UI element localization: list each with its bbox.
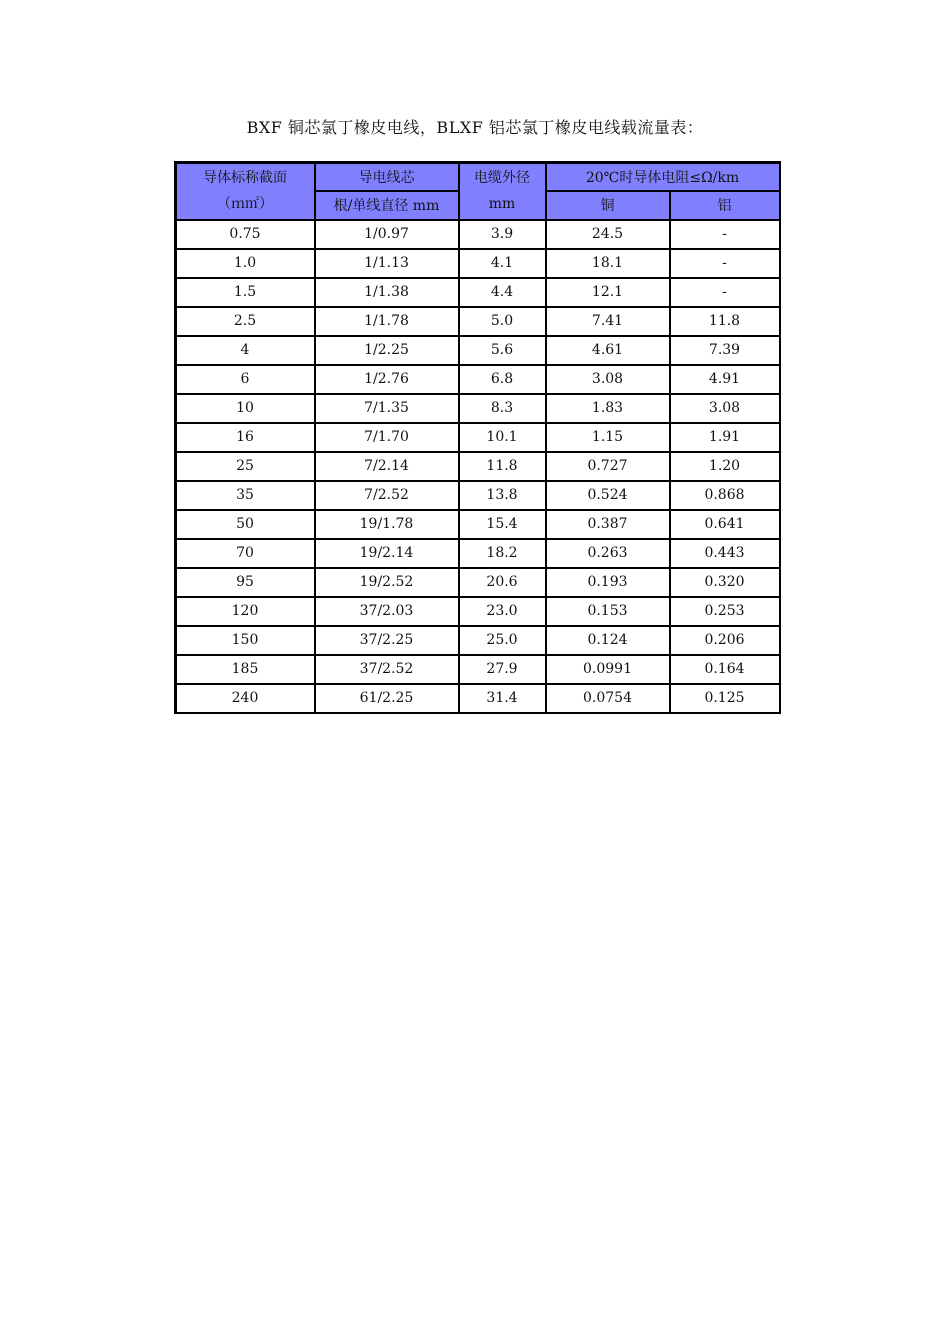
cell-strand-diameter: 7/2.14 — [315, 452, 459, 481]
cell-nominal-section: 6 — [176, 365, 315, 394]
cell-copper-resistance: 18.1 — [546, 249, 670, 278]
header-conductor-core: 导电线芯 — [315, 163, 459, 191]
cell-cable-diameter: 31.4 — [459, 684, 546, 712]
cell-nominal-section: 16 — [176, 423, 315, 452]
table-row — [176, 626, 779, 655]
cell-nominal-section: 25 — [176, 452, 315, 481]
cell-copper-resistance: 0.0991 — [546, 655, 670, 684]
cell-strand-diameter: 7/1.35 — [315, 394, 459, 423]
cell-aluminum-resistance: 1.20 — [670, 452, 779, 481]
cell-copper-resistance: 4.61 — [546, 336, 670, 365]
table-row — [176, 539, 779, 568]
table-row — [176, 365, 779, 394]
cell-copper-resistance: 0.124 — [546, 626, 670, 655]
table-row — [176, 510, 779, 539]
header-cable-diameter — [459, 163, 546, 220]
header-cable-diameter-label: 电缆外径 — [474, 170, 530, 186]
cell-strand-diameter: 37/2.03 — [315, 597, 459, 626]
cell-strand-diameter: 37/2.52 — [315, 655, 459, 684]
header-aluminum: 铝 — [670, 191, 779, 220]
cell-aluminum-resistance: 0.164 — [670, 655, 779, 684]
table-body — [176, 163, 779, 712]
cell-cable-diameter: 8.3 — [459, 394, 546, 423]
cell-cable-diameter: 4.4 — [459, 278, 546, 307]
cell-strand-diameter: 1/1.78 — [315, 307, 459, 336]
cell-strand-diameter: 1/1.38 — [315, 278, 459, 307]
table-row — [176, 336, 779, 365]
cell-aluminum-resistance: 1.91 — [670, 423, 779, 452]
cell-copper-resistance: 0.727 — [546, 452, 670, 481]
cell-nominal-section: 0.75 — [176, 220, 315, 249]
document-title: BXF 铜芯氯丁橡皮电线，BLXF 铝芯氯丁橡皮电线载流量表： — [246, 118, 704, 137]
cell-aluminum-resistance: 0.125 — [670, 684, 779, 712]
cell-aluminum-resistance: 4.91 — [670, 365, 779, 394]
cell-aluminum-resistance: - — [670, 220, 779, 249]
cell-copper-resistance: 1.83 — [546, 394, 670, 423]
cell-strand-diameter: 1/2.76 — [315, 365, 459, 394]
cell-copper-resistance: 0.153 — [546, 597, 670, 626]
cell-nominal-section: 150 — [176, 626, 315, 655]
cell-copper-resistance: 0.263 — [546, 539, 670, 568]
cell-strand-diameter: 37/2.25 — [315, 626, 459, 655]
cell-copper-resistance: 0.0754 — [546, 684, 670, 712]
header-strand-diameter: 根/单线直径 mm — [315, 191, 459, 220]
cell-cable-diameter: 11.8 — [459, 452, 546, 481]
table-row — [176, 452, 779, 481]
cell-nominal-section: 95 — [176, 568, 315, 597]
cell-copper-resistance: 7.41 — [546, 307, 670, 336]
cell-cable-diameter: 3.9 — [459, 220, 546, 249]
cell-aluminum-resistance: 0.253 — [670, 597, 779, 626]
cell-nominal-section: 10 — [176, 394, 315, 423]
header-resistance: 20℃时导体电阻≤Ω/km — [546, 163, 779, 191]
table-row — [176, 684, 779, 712]
cell-aluminum-resistance: 0.206 — [670, 626, 779, 655]
cell-cable-diameter: 15.4 — [459, 510, 546, 539]
cell-cable-diameter: 18.2 — [459, 539, 546, 568]
cell-aluminum-resistance: - — [670, 278, 779, 307]
cell-nominal-section: 4 — [176, 336, 315, 365]
cell-aluminum-resistance: 3.08 — [670, 394, 779, 423]
cell-strand-diameter: 61/2.25 — [315, 684, 459, 712]
cell-copper-resistance: 3.08 — [546, 365, 670, 394]
cell-cable-diameter: 6.8 — [459, 365, 546, 394]
cell-copper-resistance: 24.5 — [546, 220, 670, 249]
cell-copper-resistance: 1.15 — [546, 423, 670, 452]
cell-strand-diameter: 19/2.52 — [315, 568, 459, 597]
table-row — [176, 249, 779, 278]
cell-aluminum-resistance: 0.868 — [670, 481, 779, 510]
cell-cable-diameter: 20.6 — [459, 568, 546, 597]
header-nominal-section-label: 导体标称截面 — [203, 170, 287, 186]
cell-copper-resistance: 12.1 — [546, 278, 670, 307]
header-cable-diameter-unit: mm — [488, 196, 516, 212]
cell-nominal-section: 50 — [176, 510, 315, 539]
cell-cable-diameter: 23.0 — [459, 597, 546, 626]
table-row — [176, 481, 779, 510]
table-row — [176, 597, 779, 626]
cell-strand-diameter: 1/2.25 — [315, 336, 459, 365]
cell-aluminum-resistance: 0.443 — [670, 539, 779, 568]
cell-nominal-section: 120 — [176, 597, 315, 626]
cell-aluminum-resistance: - — [670, 249, 779, 278]
cell-nominal-section: 70 — [176, 539, 315, 568]
cell-cable-diameter: 10.1 — [459, 423, 546, 452]
cell-cable-diameter: 25.0 — [459, 626, 546, 655]
table-row — [176, 568, 779, 597]
table-row — [176, 423, 779, 452]
table-row — [176, 307, 779, 336]
header-row-top — [176, 163, 779, 191]
cell-cable-diameter: 4.1 — [459, 249, 546, 278]
cell-cable-diameter: 27.9 — [459, 655, 546, 684]
cell-nominal-section: 1.0 — [176, 249, 315, 278]
cable-spec-table — [174, 161, 781, 714]
table-row — [176, 655, 779, 684]
cell-strand-diameter: 7/2.52 — [315, 481, 459, 510]
cell-strand-diameter: 1/0.97 — [315, 220, 459, 249]
cell-strand-diameter: 19/2.14 — [315, 539, 459, 568]
cell-aluminum-resistance: 0.320 — [670, 568, 779, 597]
cell-aluminum-resistance: 7.39 — [670, 336, 779, 365]
cell-strand-diameter: 1/1.13 — [315, 249, 459, 278]
cell-nominal-section: 1.5 — [176, 278, 315, 307]
cell-aluminum-resistance: 0.641 — [670, 510, 779, 539]
header-copper: 铜 — [546, 191, 670, 220]
cell-nominal-section: 35 — [176, 481, 315, 510]
cell-copper-resistance: 0.387 — [546, 510, 670, 539]
cell-nominal-section: 2.5 — [176, 307, 315, 336]
header-nominal-section-unit: （ｍ㎡） — [217, 196, 273, 212]
cell-strand-diameter: 19/1.78 — [315, 510, 459, 539]
cell-cable-diameter: 13.8 — [459, 481, 546, 510]
table-row — [176, 278, 779, 307]
cell-copper-resistance: 0.193 — [546, 568, 670, 597]
table-row — [176, 394, 779, 423]
cell-nominal-section: 240 — [176, 684, 315, 712]
cell-copper-resistance: 0.524 — [546, 481, 670, 510]
cell-aluminum-resistance: 11.8 — [670, 307, 779, 336]
cell-nominal-section: 185 — [176, 655, 315, 684]
table-row — [176, 220, 779, 249]
cell-cable-diameter: 5.0 — [459, 307, 546, 336]
cell-strand-diameter: 7/1.70 — [315, 423, 459, 452]
cell-cable-diameter: 5.6 — [459, 336, 546, 365]
header-nominal-section — [176, 163, 315, 220]
